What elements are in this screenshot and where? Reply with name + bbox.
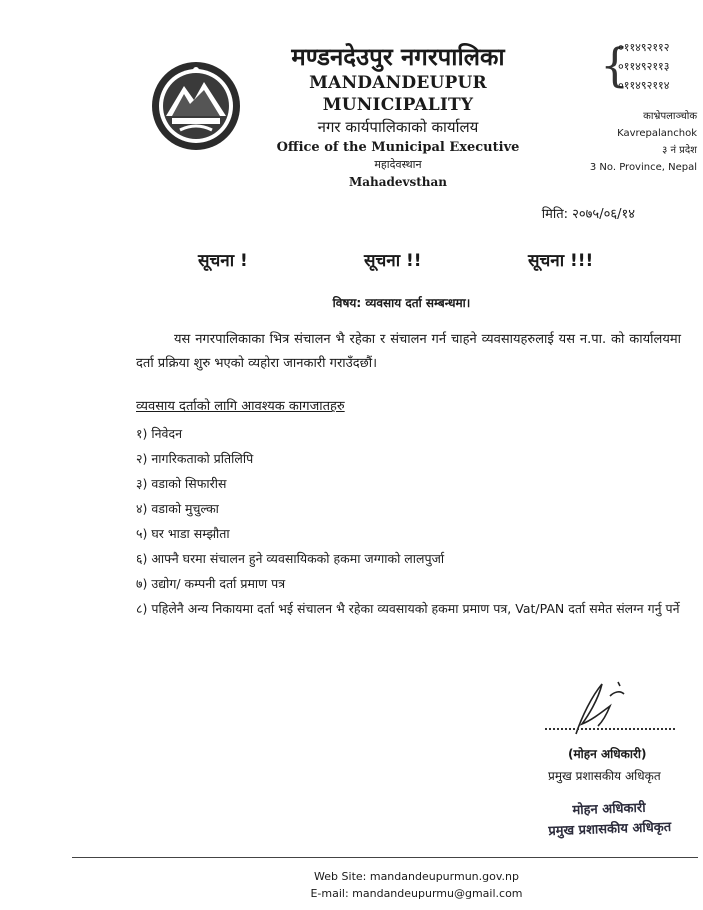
place-english: Mahadevsthan [348, 175, 448, 189]
address-line: ३ नं प्रदेश [662, 145, 697, 156]
office-name-nepali: नगर कार्यपालिकाको कार्यालय [317, 118, 479, 136]
list-item: २) नागरिकताको प्रतिलिपि [136, 451, 254, 466]
footer [0, 868, 703, 902]
phone-number: ०११४९२११३ [618, 60, 670, 73]
notice-heading: सूचना !! [364, 251, 422, 271]
signatory-name: (मोहन अधिकारी) [568, 747, 647, 761]
requirements-heading: व्यवसाय दर्ताको लागि आवश्यक कागजातहरु [136, 399, 345, 414]
footer-website: Web Site: mandandeupurmun.gov.np [314, 870, 519, 883]
subject-text: विषय: व्यवसाय दर्ता सम्बन्धमा। [332, 296, 471, 310]
official-stamp [547, 798, 671, 842]
notice-heading: सूचना ! [198, 251, 248, 271]
list-item: ५) घर भाडा सम्झौता [136, 526, 230, 541]
office-name-english: Office of the Municipal Executive [276, 140, 520, 155]
footer-email: E-mail: mandandeupurmu@gmail.com [310, 887, 523, 900]
address-line: 3 No. Province, Nepal [589, 162, 697, 173]
list-item: ३) वडाको सिफारीस [136, 476, 227, 491]
place-nepali: महादेवस्थान [374, 158, 422, 171]
subject-line [0, 294, 703, 311]
list-item: ४) वडाको मुचुल्का [136, 501, 219, 516]
list-item: १) निवेदन [136, 426, 183, 441]
phone-number: ०११४९२११२ [618, 41, 670, 54]
requirements-list [136, 421, 681, 621]
list-item: ८) पहिलेनै अन्य निकायमा दर्ता भई संचालन भै रहेका व्यवसायको हकमा प्रमाण पत्र, Vat/PAN दर्ता समेत संलग्न गर्नु पर्ने [136, 601, 680, 616]
list-item: ७) उद्योग/ कम्पनी दर्ता प्रमाण पत्र [136, 576, 286, 591]
address-block [590, 108, 697, 176]
municipality-logo [150, 60, 242, 152]
body-paragraph: यस नगरपालिकाका भित्र संचालन भै रहेका र संचालन गर्न चाहने व्यवसायहरुलाई यस न.पा. को कार्यालयमा दर्ता प्रक्रिया शुरु भएको व्यहोरा जानकारी गराउँदछौं। [136, 332, 681, 371]
stamp-title: प्रमुख प्रशासकीय अधिकृत [548, 819, 672, 840]
brace-icon: { [600, 38, 630, 92]
letter-date: मिति: २०७५/०६/१४ [541, 207, 635, 222]
letterhead [238, 42, 558, 191]
address-line: काभ्रेपलाञ्चोक [643, 111, 697, 122]
notice-headings [0, 248, 703, 278]
municipality-name-nepali: मण्डनदेउपुर नगरपालिका [291, 43, 505, 71]
signature-line [545, 728, 675, 730]
municipality-name-english: MANDANDEUPUR MUNICIPALITY [309, 73, 487, 115]
signatory-title: प्रमुख प्रशासकीय अधिकृत [548, 769, 661, 783]
list-item: ६) आफ्नै घरमा संचालन हुने व्यवसायिकको हकमा जग्गाको लालपुर्जा [136, 551, 445, 566]
notice-heading: सूचना !!! [528, 251, 594, 271]
stamp-name: मोहन अधिकारी [572, 800, 646, 819]
phone-number: ०११४९२११४ [618, 79, 670, 92]
address-line: Kavrepalanchok [617, 128, 697, 139]
footer-divider [72, 857, 698, 858]
